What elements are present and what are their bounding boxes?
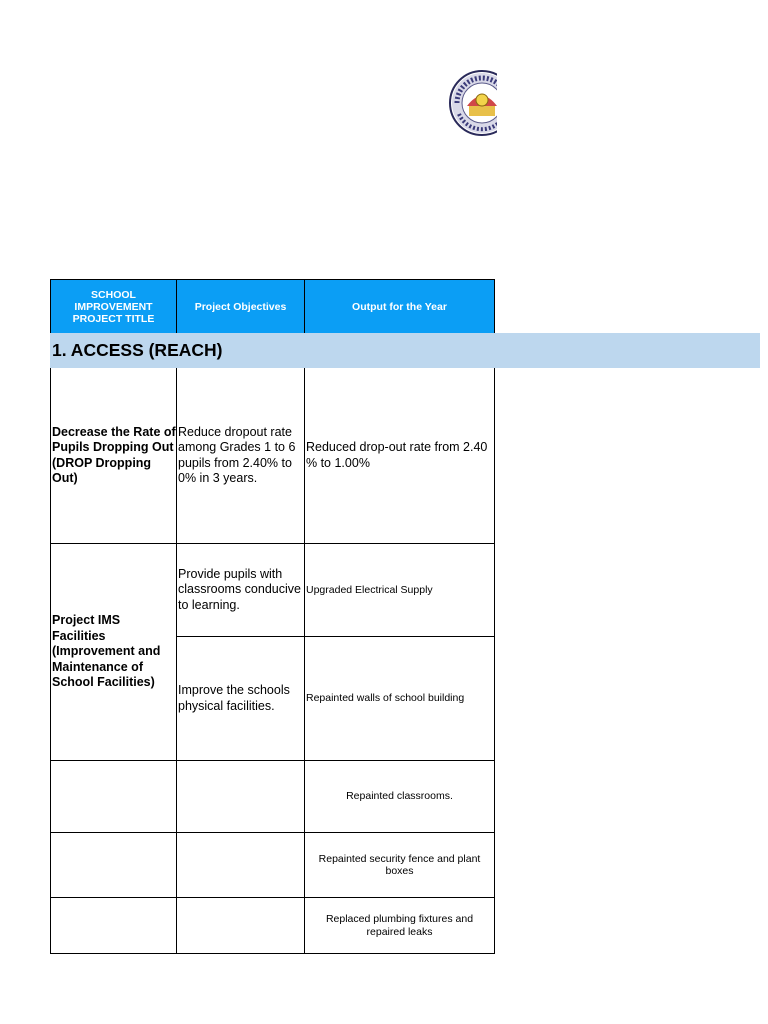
column-header-output: Output for the Year (304, 279, 495, 334)
row-2-output-a: Upgraded Electrical Supply (304, 543, 495, 637)
row-2-objective-b: Improve the schools physical facilities. (176, 636, 305, 761)
row-1-objective: Reduce dropout rate among Grades 1 to 6 pupils from 2.40% to 0% in 3 years. (176, 367, 305, 544)
row-5-objective (176, 897, 305, 954)
row-4-objective (176, 832, 305, 898)
section-access-reach (50, 333, 760, 368)
row-2-objective-a: Provide pupils with classrooms conducive to learning. (176, 543, 305, 637)
section-label: 1. ACCESS (REACH) (52, 340, 223, 360)
school-seal-logo (449, 70, 497, 136)
row-1-output: Reduced drop-out rate from 2.40 % to 1.00% (304, 367, 495, 544)
row-2-project-title: Project IMS Facilities (Improvement and Maintenance of School Facilities) (50, 543, 177, 761)
column-header-objectives: Project Objectives (176, 279, 305, 334)
row-4-output: Repainted security fence and plant boxes (304, 832, 495, 898)
row-5-project-title (50, 897, 177, 954)
row-3-objective (176, 760, 305, 833)
row-3-project-title (50, 760, 177, 833)
row-5-output: Replaced plumbing fixtures and repaired leaks (304, 897, 495, 954)
row-3-output: Repainted classrooms. (304, 760, 495, 833)
row-1-project-title: Decrease the Rate of Pupils Dropping Out (DROP Dropping Out) (50, 367, 177, 544)
row-4-project-title (50, 832, 177, 898)
row-2-output-b: Repainted walls of school building (304, 636, 495, 761)
column-header-project-title: SCHOOL IMPROVEMENT PROJECT TITLE (50, 279, 177, 334)
